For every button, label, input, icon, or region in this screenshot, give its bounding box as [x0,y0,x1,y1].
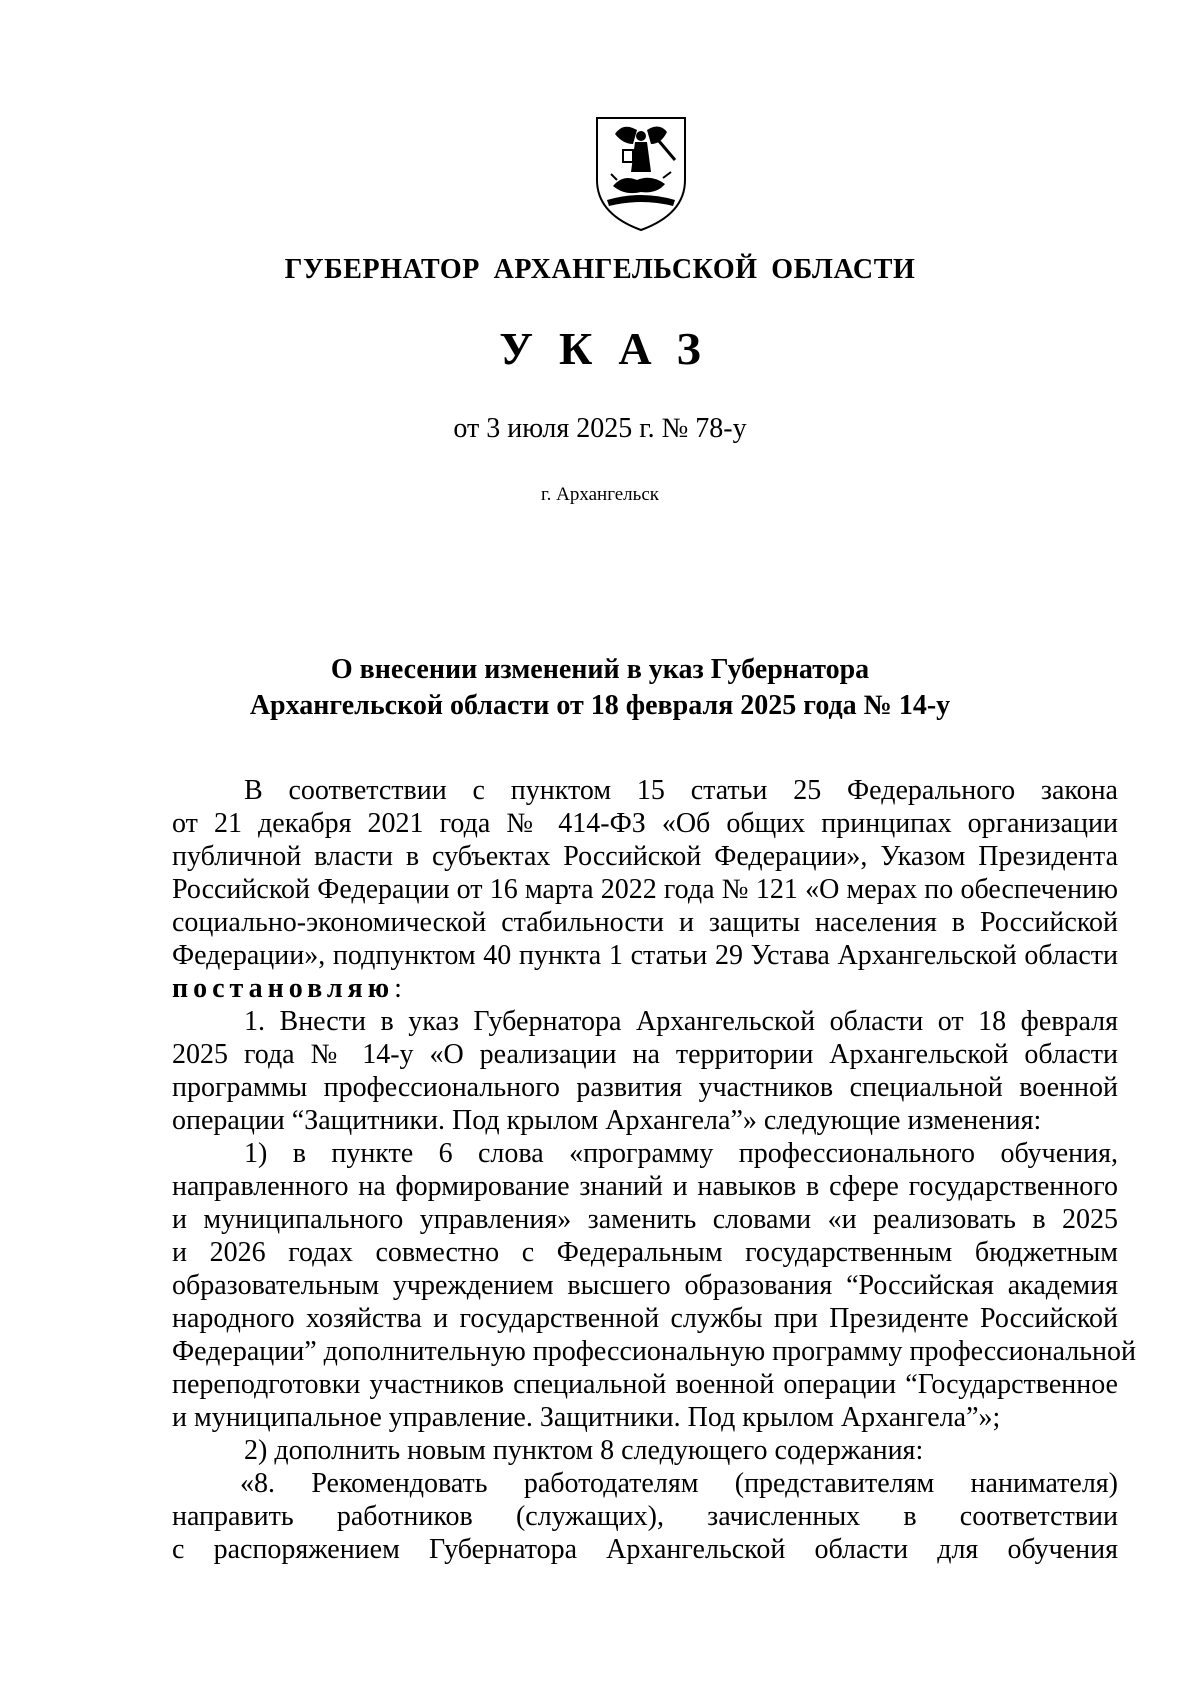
body-line: направленного на формирование знаний и навыков в сфере государственного [172,1171,1118,1202]
body-line: Российской Федерации от 16 марта 2022 года № 121 «О мерах по обеспечению [172,874,1118,905]
body-line: Федерации», подпунктом 40 пункта 1 статьи 29 Устава Архангельской области [172,940,1118,971]
body-line: В соответствии с пунктом 15 статьи 25 Федерального закона [244,775,1118,806]
body-line: программы профессионального развития участников специальной военной [172,1072,1118,1103]
date-number: от 3 июля 2025 г. № 78-у [453,413,747,444]
body-line: переподготовки участников специальной военной операции “Государственное [172,1369,1118,1400]
body-line: и муниципального управления» заменить словами «и реализовать в 2025 [172,1204,1118,1235]
body-line: операции “Защитники. Под крылом Архангела”» следующие изменения: [172,1105,1042,1136]
body-line: с распоряжением Губернатора Архангельской области для обучения [172,1534,1118,1565]
title-line: О внесении изменений в указ Губернатора [330,654,870,685]
body-line: и муниципальное управление. Защитники. Под крылом Архангела”»; [172,1402,1001,1433]
body-line: 1) в пункте 6 слова «программу профессионального обучения, [244,1138,1118,1169]
body-line: Федерации” дополнительную профессиональную программу профессиональной [172,1336,1136,1367]
body-line: 2025 года № 14-у «О реализации на территории Архангельской области [172,1039,1118,1070]
decree-colon: : [394,973,402,1004]
body-line: направить работников (служащих), зачисленных в соответствии [172,1501,1118,1532]
document-body [172,774,1136,1566]
decree-word: постановляю [172,973,395,1004]
body-line: 1. Внести в указ Губернатора Архангельской области от 18 февраля [244,1006,1118,1037]
coat-of-arms-icon [593,114,689,234]
body-line: от 21 декабря 2021 года № 414-ФЗ «Об общих принципах организации [172,808,1118,839]
document-title [0,652,1200,724]
body-line: образовательным учреждением высшего образования “Российская академия [172,1270,1118,1301]
body-line: социально-экономической стабильности и защиты населения в Российской [172,907,1118,938]
body-line: 2) дополнить новым пунктом 8 следующего содержания: [244,1435,924,1466]
city: г. Архангельск [540,484,659,505]
decree-line [172,972,1118,1005]
title-line: Архангельской области от 18 февраля 2025 года № 14-у [249,690,951,721]
body-line: «8. Рекомендовать работодателям (представителям нанимателя) [240,1468,1118,1499]
body-line: и 2026 годах совместно с Федеральным государственным бюджетным [172,1237,1118,1268]
document-type: УКАЗ [499,323,727,374]
issuing-authority: ГУБЕРНАТОР АРХАНГЕЛЬСКОЙ ОБЛАСТИ [284,254,916,285]
body-line: народного хозяйства и государственной службы при Президенте Российской [172,1303,1118,1334]
body-line: публичной власти в субъектах Российской Федерации», Указом Президента [172,841,1118,872]
